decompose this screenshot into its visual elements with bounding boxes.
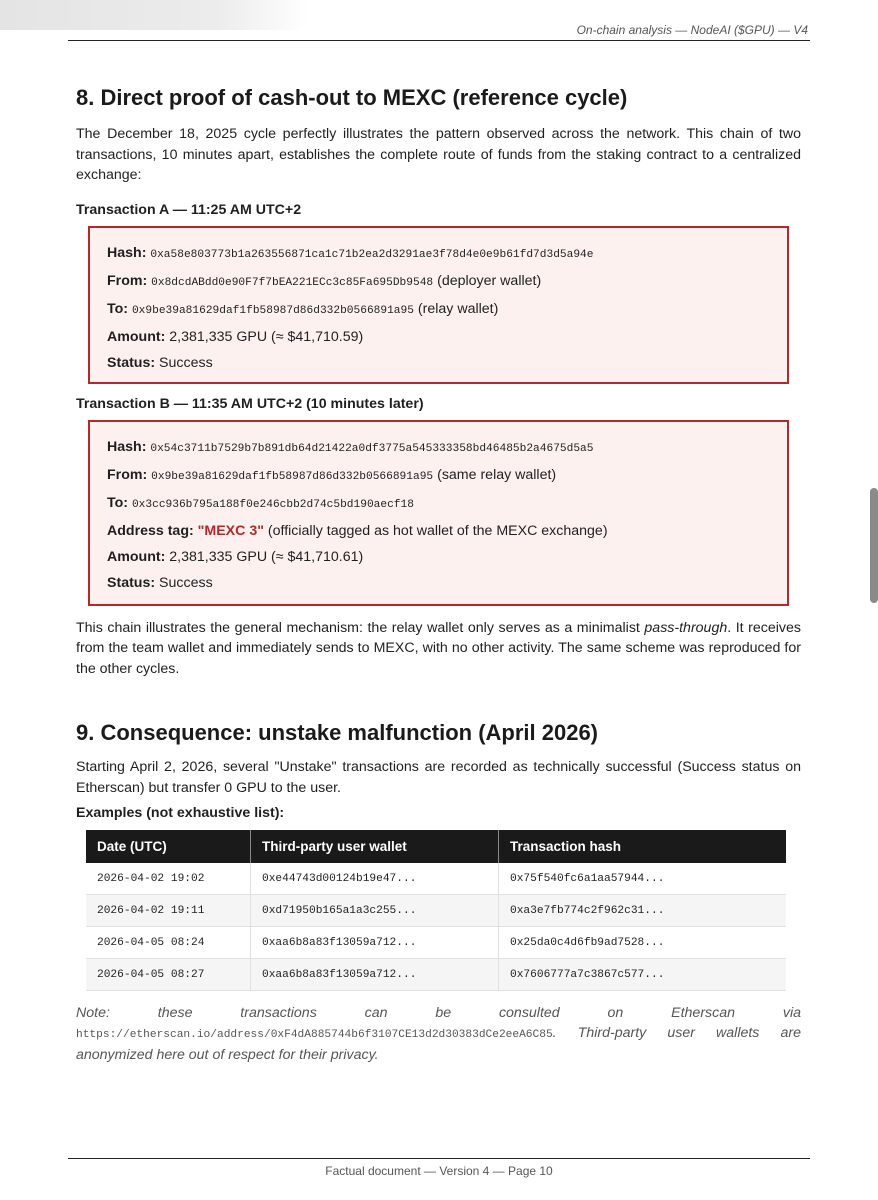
tx-b-from-note: (same relay wallet) (437, 466, 557, 483)
scrollbar-thumb[interactable] (870, 488, 878, 603)
tx-b-status-line (107, 570, 770, 596)
table-row (86, 863, 786, 895)
tx-a-to: 0x9be39a81629daf1fb58987d86d332b0566891a95 (131, 304, 414, 317)
section-9-intro: Starting April 2, 2026, several "Unstake" transactions are recorded as technically successful (Success status on Etherscan) but transfer 0 GPU to the user. (76, 759, 801, 796)
transaction-a-heading: Transaction A — 11:25 AM UTC+2 (76, 201, 302, 218)
etherscan-note (76, 1003, 801, 1065)
tx-b-hash-line (107, 434, 770, 462)
note-text-2: . Third-party user wallets are anonymized here out of respect for their privacy. (76, 1025, 801, 1063)
tx-a-hash: 0xa58e803773b1a263556871ca1c71b2ea2d3291ae3f78d4e0e9b61fd7d3d5a94e (150, 248, 594, 261)
blurred-top-overlay (0, 0, 310, 30)
running-footer: Factual document — Version 4 — Page 10 (325, 1164, 553, 1178)
tx-b-amount-label: Amount: (107, 548, 166, 565)
tx-b-amount: 2,381,335 GPU (≈ $41,710.61) (169, 548, 364, 565)
cell-hash: 0xa3e7fb774c2f962c31... (499, 895, 787, 927)
tx-a-from: 0x8dcdABdd0e90F7f7bEA221ECc3c85Fa695Db9548 (151, 276, 434, 289)
tx-a-status: Success (159, 354, 213, 371)
transaction-a-box (88, 226, 789, 384)
cell-date: 2026-04-05 08:27 (86, 959, 251, 991)
tx-a-from-note: (deployer wallet) (437, 272, 542, 289)
etherscan-url[interactable]: https://etherscan.io/address/0xF4dA885744b6f3107CE13d2d30383dCe2eeA6C85 (76, 1029, 553, 1041)
column-header-wallet: Third-party user wallet (251, 830, 499, 863)
table-header-row (86, 830, 786, 863)
conclusion-text-1: This chain illustrates the general mechanism: the relay wallet only serves as a minimalist (76, 619, 645, 636)
mexc-tag: "MEXC 3" (197, 522, 264, 539)
tx-a-to-note: (relay wallet) (417, 300, 499, 317)
section-9-title: 9. Consequence: unstake malfunction (April 2026) (76, 720, 599, 745)
cell-hash: 0x7606777a7c3867c577... (499, 959, 787, 991)
section-8-conclusion (76, 618, 801, 680)
cell-wallet: 0xe44743d00124b19e47... (251, 863, 499, 895)
column-header-hash: Transaction hash (499, 830, 787, 863)
cell-hash: 0x75f540fc6a1aa57944... (499, 863, 787, 895)
cell-date: 2026-04-02 19:11 (86, 895, 251, 927)
cell-wallet: 0xaa6b8a83f13059a712... (251, 959, 499, 991)
examples-heading: Examples (not exhaustive list): (76, 805, 285, 821)
tx-b-status: Success (159, 574, 213, 591)
tx-a-from-line (107, 268, 770, 296)
column-header-date: Date (UTC) (86, 830, 251, 863)
tx-a-amount-line (107, 324, 770, 350)
tx-b-to-line (107, 490, 770, 518)
note-text-1: Note: these transactions can be consulted on Etherscan via (76, 1005, 801, 1021)
running-header: On-chain analysis — NodeAI ($GPU) — V4 (576, 23, 808, 37)
tx-a-status-line (107, 350, 770, 376)
tx-b-status-label: Status: (107, 574, 156, 591)
tx-b-from-line (107, 462, 770, 490)
section-8-intro: The December 18, 2025 cycle perfectly illustrates the pattern observed across the network. This chain of two transactions, 10 minutes apart, establishes the complete route of funds from the staking contract to a centralized exchange: (76, 126, 801, 183)
cell-date: 2026-04-05 08:24 (86, 927, 251, 959)
unstake-examples-table (86, 830, 786, 991)
footer-rule (68, 1158, 810, 1159)
tx-b-to: 0x3cc936b795a188f0e246cbb2d74c5bd190aecf18 (131, 498, 414, 511)
table-row (86, 959, 786, 991)
conclusion-italic: pass-through (644, 619, 728, 636)
tx-b-tag-line (107, 518, 770, 544)
header-rule (68, 40, 810, 41)
table-row (86, 927, 786, 959)
tx-b-from-label: From: (107, 466, 148, 483)
cell-wallet: 0xaa6b8a83f13059a712... (251, 927, 499, 959)
cell-wallet: 0xd71950b165a1a3c255... (251, 895, 499, 927)
transaction-b-box (88, 420, 789, 606)
conclusion-text-2: . It receives from the team wallet and immediately sends to MEXC, with no other activity. The same scheme was reproduced for the other cycles. (76, 619, 801, 677)
tx-a-amount-label: Amount: (107, 328, 166, 345)
page-content (76, 84, 801, 1065)
table-row (86, 895, 786, 927)
tx-a-to-line (107, 296, 770, 324)
tx-a-hash-line (107, 240, 770, 268)
tx-b-to-label: To: (107, 494, 129, 511)
tx-b-from: 0x9be39a81629daf1fb58987d86d332b0566891a95 (151, 470, 434, 483)
cell-date: 2026-04-02 19:02 (86, 863, 251, 895)
tx-b-hash-label: Hash: (107, 438, 147, 455)
tx-a-amount: 2,381,335 GPU (≈ $41,710.59) (169, 328, 364, 345)
tx-a-status-label: Status: (107, 354, 156, 371)
cell-hash: 0x25da0c4d6fb9ad7528... (499, 927, 787, 959)
tx-a-from-label: From: (107, 272, 148, 289)
tx-b-tag-note: (officially tagged as hot wallet of the MEXC exchange) (267, 522, 608, 539)
tx-b-hash: 0x54c3711b7529b7b891db64d21422a0df3775a545333358bd46485b2a4675d5a5 (150, 442, 594, 455)
tx-a-to-label: To: (107, 300, 129, 317)
transaction-b-heading: Transaction B — 11:35 AM UTC+2 (10 minutes later) (76, 395, 424, 412)
tx-b-tag-label: Address tag: (107, 522, 194, 539)
section-8-title: 8. Direct proof of cash-out to MEXC (reference cycle) (76, 85, 628, 110)
tx-a-hash-label: Hash: (107, 244, 147, 261)
tx-b-amount-line (107, 544, 770, 570)
